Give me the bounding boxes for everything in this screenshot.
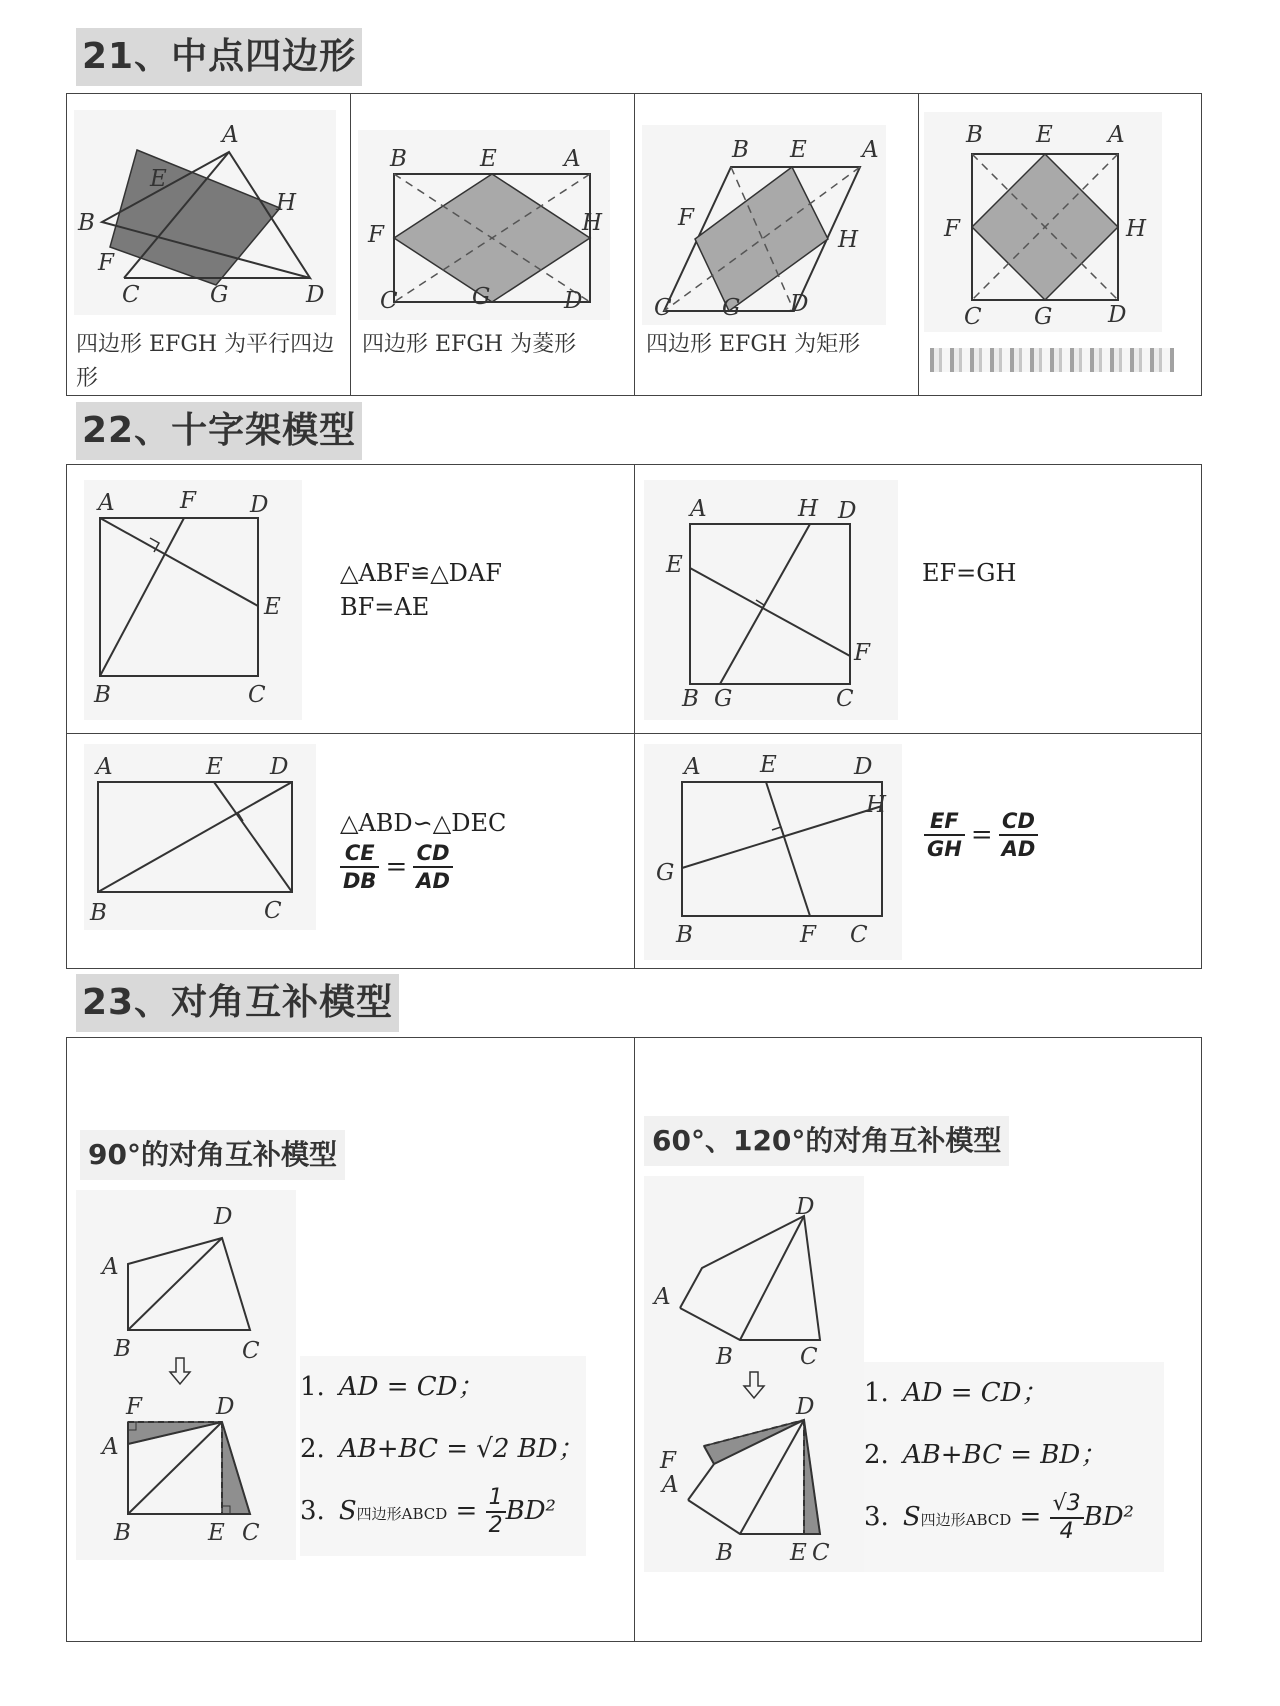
svg-text:H: H: [798, 496, 819, 522]
formula-cell-2: EF=GH: [922, 559, 1017, 587]
svg-text:C: C: [836, 686, 854, 712]
label-H: H: [276, 190, 297, 216]
svg-text:H: H: [582, 210, 603, 236]
figure-rhombus: [358, 130, 610, 320]
label-A: A: [222, 122, 239, 148]
figure-cross-rect-1: [84, 744, 316, 930]
svg-text:F: F: [854, 640, 870, 666]
label-B: B: [78, 210, 95, 236]
property-1: 1. AD = CD；: [864, 1378, 1048, 1408]
svg-text:B: B: [390, 146, 407, 172]
svg-text:A: A: [98, 490, 115, 516]
label-G: G: [210, 282, 229, 308]
svg-text:G: G: [722, 295, 741, 321]
subtitle-90: 90°的对角互补模型: [80, 1130, 345, 1180]
svg-text:F: F: [678, 205, 694, 231]
svg-text:E: E: [1036, 122, 1053, 148]
svg-text:A: A: [684, 754, 701, 780]
subtitle-60-120: 60°、120°的对角互补模型: [644, 1116, 1009, 1166]
svg-text:A: A: [1108, 122, 1125, 148]
svg-text:D: D: [564, 288, 583, 314]
svg-text:A: A: [102, 1434, 119, 1460]
section-title-23: 23、对角互补模型: [76, 974, 399, 1032]
svg-text:F: F: [368, 222, 384, 248]
svg-text:H: H: [838, 227, 859, 253]
svg-text:B: B: [94, 682, 111, 708]
formula-cell-4: $\frac{EF}{GH}$ = $\frac{CD}{AD}$: [924, 808, 1038, 862]
figure-60-120-model: [644, 1176, 864, 1572]
section-title-22: 22、十字架模型: [76, 402, 362, 460]
svg-text:D: D: [270, 754, 289, 780]
svg-text:C: C: [812, 1540, 830, 1566]
svg-text:B: B: [716, 1540, 733, 1566]
property-2: 2. AB+BC = √2 BD；: [300, 1434, 584, 1464]
property-3: 3. S四边形ABCD = $\frac{√3}{4}$ BD²: [864, 1491, 1134, 1544]
svg-text:D: D: [796, 1394, 815, 1420]
svg-text:E: E: [480, 146, 497, 172]
property-2: 2. AB+BC = BD；: [864, 1440, 1107, 1470]
svg-text:D: D: [796, 1194, 815, 1220]
svg-text:B: B: [732, 137, 749, 163]
svg-text:E: E: [208, 1520, 225, 1546]
svg-text:F: F: [126, 1394, 142, 1420]
svg-text:G: G: [1034, 304, 1053, 330]
section-title-21: 21、中点四边形: [76, 28, 362, 86]
svg-text:C: C: [964, 304, 982, 330]
label-D: D: [306, 282, 325, 308]
svg-text:A: A: [564, 146, 581, 172]
blurred-caption: [930, 348, 1174, 372]
formula-cell-3: △ABD∽△DEC $\frac{CE}{DB}$ = $\frac{CD}{AD}$: [340, 809, 507, 893]
svg-text:D: D: [790, 291, 809, 317]
formula-cell-1: △ABF≌△DAF BF=AE: [340, 559, 502, 621]
svg-text:B: B: [682, 686, 699, 712]
caption-parallelogram: 四边形 EFGH 为平行四边形: [76, 332, 335, 391]
svg-text:C: C: [264, 898, 282, 924]
svg-text:B: B: [716, 1344, 733, 1370]
svg-text:E: E: [666, 552, 683, 578]
svg-text:A: A: [102, 1254, 119, 1280]
properties-90: [300, 1356, 586, 1556]
svg-text:C: C: [242, 1520, 260, 1546]
svg-text:B: B: [114, 1336, 131, 1362]
svg-text:C: C: [380, 288, 398, 314]
svg-text:A: A: [662, 1472, 679, 1498]
svg-text:B: B: [114, 1520, 131, 1546]
svg-text:C: C: [242, 1338, 260, 1364]
caption-rhombus: 四边形 EFGH 为菱形: [362, 332, 577, 357]
label-E: E: [150, 166, 167, 192]
caption-rectangle: 四边形 EFGH 为矩形: [646, 332, 861, 357]
svg-text:G: G: [714, 686, 733, 712]
svg-text:B: B: [966, 122, 983, 148]
property-1: 1. AD = CD；: [300, 1372, 484, 1402]
svg-text:F: F: [660, 1448, 676, 1474]
svg-text:D: D: [1108, 302, 1127, 328]
svg-text:C: C: [248, 682, 266, 708]
svg-text:E: E: [206, 754, 223, 780]
svg-text:B: B: [676, 922, 693, 948]
svg-text:H: H: [866, 792, 887, 818]
svg-text:D: D: [854, 754, 873, 780]
svg-text:A: A: [96, 754, 113, 780]
svg-text:H: H: [1126, 216, 1147, 242]
svg-text:E: E: [790, 137, 807, 163]
svg-text:A: A: [862, 137, 879, 163]
figure-cross-rect-2: [644, 744, 902, 960]
svg-text:C: C: [800, 1344, 818, 1370]
label-C: C: [122, 282, 140, 308]
svg-text:B: B: [90, 900, 107, 926]
figure-square: [924, 112, 1162, 332]
label-F: F: [98, 250, 114, 276]
svg-text:D: D: [214, 1204, 233, 1230]
svg-text:D: D: [250, 492, 269, 518]
svg-text:D: D: [838, 498, 857, 524]
svg-text:F: F: [944, 216, 960, 242]
svg-text:E: E: [760, 752, 777, 778]
svg-text:A: A: [654, 1284, 671, 1310]
figure-cross-square-1: [84, 480, 302, 720]
svg-text:A: A: [690, 496, 707, 522]
svg-text:G: G: [472, 284, 491, 310]
svg-text:F: F: [800, 922, 816, 948]
svg-text:C: C: [654, 295, 672, 321]
svg-text:C: C: [850, 922, 868, 948]
svg-text:F: F: [180, 488, 196, 514]
figure-parallelogram: [74, 110, 336, 315]
figure-cross-square-2: [644, 480, 898, 720]
figure-90-model: [76, 1190, 296, 1560]
properties-60-120: [864, 1362, 1164, 1572]
svg-text:D: D: [216, 1394, 235, 1420]
svg-text:E: E: [264, 594, 281, 620]
svg-text:E: E: [790, 1540, 807, 1566]
svg-text:G: G: [656, 860, 675, 886]
property-3: 3. S四边形ABCD = $\frac{1}{2}$ BD²: [300, 1485, 556, 1538]
figure-rectangle: [642, 125, 886, 325]
